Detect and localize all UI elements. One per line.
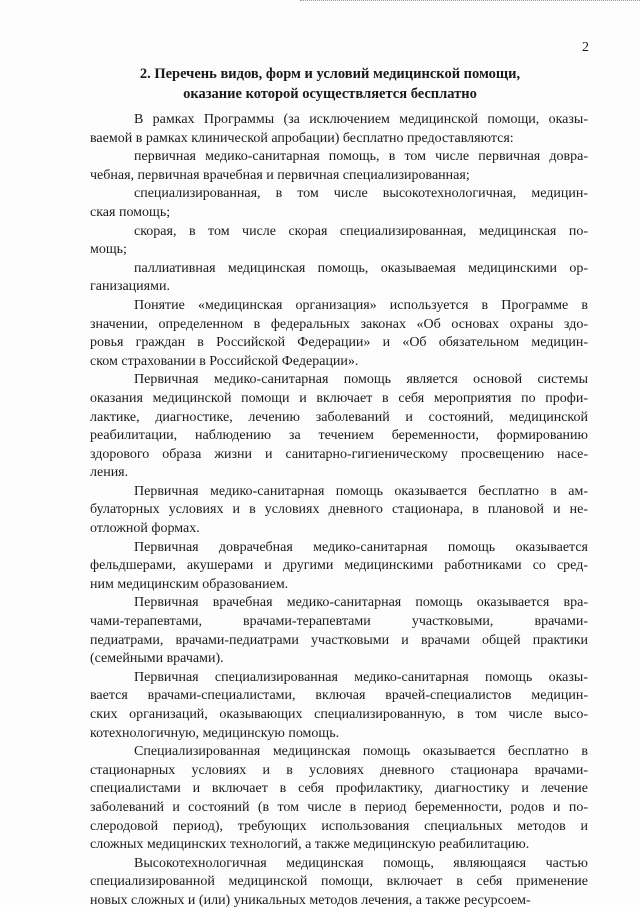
- paragraph-line: (семейными врачами).: [90, 651, 224, 667]
- page-number: 2: [582, 40, 589, 55]
- paragraph-line: ления.: [90, 465, 129, 481]
- paragraph-line: чебная, первичная врачебная и первичная специализированная;: [90, 167, 470, 183]
- paragraph-line: ском страховании в Российской Федерации».: [90, 353, 359, 369]
- paragraph: [90, 185, 588, 222]
- section-heading-line: 2. Перечень видов, форм и условий медицинской помощи,: [139, 66, 521, 82]
- paragraph-line: первичная медико-санитарная помощь, в том числе первичная довра-: [134, 149, 588, 165]
- paragraph: [90, 297, 588, 371]
- paragraph-line: специализированная, в том числе высокотехнологичная, медицин-: [134, 186, 588, 202]
- paragraph-line: булаторных условиях и в условиях дневного стационара, в плановой и не-: [90, 502, 588, 518]
- paragraph: [90, 539, 588, 595]
- paragraph-line: стационарных условиях и в условиях дневного стационара врачами-: [90, 762, 588, 778]
- paragraph: [90, 223, 588, 260]
- paragraph-line: значении, определенном в федеральных законах «Об основах охраны здо-: [90, 316, 588, 332]
- paragraph: [90, 483, 588, 539]
- paragraph-line: фельдшерами, акушерами и другими медицинскими работниками со сред-: [90, 558, 588, 574]
- paragraph: [90, 148, 588, 185]
- paragraph-line: здорового образа жизни и санитарно-гигиеническому просвещению насе-: [90, 446, 588, 462]
- paragraph-line: специализированной медицинской помощи, включает в себя применение: [90, 874, 588, 890]
- paragraph-line: оказания медицинской помощи и включает в себя мероприятия по профи-: [90, 390, 588, 406]
- paragraph-line: сложных медицинских технологий, а также медицинскую реабилитацию.: [90, 837, 530, 853]
- paragraph-line: скорая, в том числе скорая специализированная, медицинская по-: [134, 223, 588, 239]
- paragraph-line: паллиативная медицинская помощь, оказываемая медицинскими ор-: [134, 260, 588, 276]
- paragraph: [90, 260, 588, 297]
- scan-edge-rule: [300, 0, 640, 3]
- paragraph-line: Высокотехнологичная медицинская помощь, являющаяся частью: [134, 855, 588, 871]
- paragraph-line: мощь;: [90, 242, 127, 258]
- paragraph-line: специалистами и включает в себя профилактику, диагностику и лечение: [90, 781, 588, 797]
- paragraph-line: слеродовой период), требующих использования специальных методов и: [90, 818, 588, 834]
- paragraph: [90, 743, 588, 855]
- paragraph: [90, 669, 588, 743]
- paragraph-line: Первичная врачебная медико-санитарная помощь оказывается вра-: [134, 595, 588, 611]
- paragraph-line: Первичная медико-санитарная помощь оказывается бесплатно в ам-: [134, 483, 588, 499]
- paragraph: [90, 371, 588, 483]
- paragraph-line: ганизациями.: [90, 279, 170, 295]
- paragraph-line: заболеваний и состояний (в том числе в период беременности, родов и по-: [90, 799, 588, 815]
- paragraph-line: Первичная медико-санитарная помощь является основой системы: [134, 372, 588, 388]
- paragraph-line: Первичная специализированная медико-санитарная помощь оказы-: [134, 669, 588, 685]
- paragraph-line: педиатрами, врачами-педиатрами участковыми и врачами общей практики: [90, 632, 588, 648]
- paragraph-line: ваемой в рамках клинической апробации) бесплатно предоставляются:: [90, 130, 514, 146]
- paragraph-line: ним медицинским образованием.: [90, 576, 289, 592]
- paragraph: [90, 594, 588, 668]
- paragraph-line: вается врачами-специалистами, включая врачей-специалистов медицин-: [90, 688, 588, 704]
- paragraph-line: ровья граждан в Российской Федерации» и «Об обязательном медицин-: [90, 335, 588, 351]
- paragraph-line: новых сложных и (или) уникальных методов лечения, а также ресурсоем-: [90, 892, 531, 908]
- paragraph-line: ских организаций, оказывающих специализированную, в том числе высо-: [90, 707, 588, 722]
- section-heading-line: оказание которой осуществляется бесплатно: [183, 86, 477, 102]
- paragraph-line: котехнологичную, медицинскую помощь.: [90, 725, 340, 741]
- section-heading: [100, 64, 560, 104]
- paragraph-line: Специализированная медицинская помощь оказывается бесплатно в: [134, 744, 588, 760]
- paragraph-line: реабилитации, наблюдению за течением беременности, формированию: [90, 428, 588, 444]
- paragraph-line: лактике, диагностике, лечению заболеваний и состояний, медицинской: [90, 409, 588, 425]
- paragraph-line: ская помощь;: [90, 204, 171, 220]
- paragraph-line: отложной формах.: [90, 521, 200, 537]
- paragraph-line: Понятие «медицинская организация» используется в Программе в: [134, 297, 588, 313]
- body-text: [90, 111, 588, 911]
- paragraph-line: чами-терапевтами, врачами-терапевтами участковыми, врачами-: [90, 614, 588, 630]
- paragraph: [90, 111, 588, 148]
- paragraph-line: В рамках Программы (за исключением медицинской помощи, оказы-: [134, 112, 588, 127]
- paragraph-line: Первичная доврачебная медико-санитарная помощь оказывается: [134, 539, 588, 555]
- paragraph: [90, 855, 588, 911]
